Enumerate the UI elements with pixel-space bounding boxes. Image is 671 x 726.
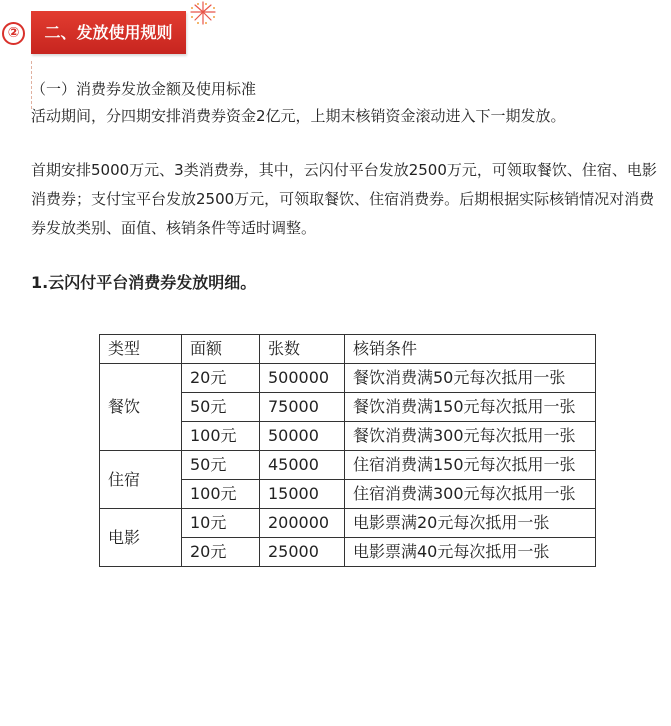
header-condition: 核销条件 xyxy=(345,335,596,364)
count-cell: 45000 xyxy=(260,451,345,480)
firework-icon xyxy=(186,0,220,28)
voucher-table xyxy=(99,334,596,567)
step-number-badge: ② xyxy=(2,22,25,45)
count-cell: 15000 xyxy=(260,480,345,509)
watermark-overlay xyxy=(535,694,667,720)
paragraph-first-phase: 首期安排5000万元、3类消费券，其中，云闪付平台发放2500万元，可领取餐饮、住宿、电影消费券；支付宝平台发放2500万元，可领取餐饮、住宿消费券。后期根据实际核销情况对消费券发放类别、面值、核销条件等适时调整。 xyxy=(31,161,657,237)
header-type: 类型 xyxy=(100,335,182,364)
type-cell-movie: 电影 xyxy=(100,509,182,567)
condition-cell: 餐饮消费满150元每次抵用一张 xyxy=(345,393,596,422)
condition-cell: 电影票满20元每次抵用一张 xyxy=(345,509,596,538)
count-cell: 200000 xyxy=(260,509,345,538)
paragraph-funding: 活动期间，分四期安排消费券资金2亿元，上期末核销资金滚动进入下一期发放。 xyxy=(31,107,566,125)
table-header-row xyxy=(100,335,596,364)
condition-cell: 餐饮消费满50元每次抵用一张 xyxy=(345,364,596,393)
condition-cell: 电影票满40元每次抵用一张 xyxy=(345,538,596,567)
count-cell: 50000 xyxy=(260,422,345,451)
header-count: 张数 xyxy=(260,335,345,364)
count-cell: 25000 xyxy=(260,538,345,567)
type-cell-dining: 餐饮 xyxy=(100,364,182,451)
table-row xyxy=(100,509,596,538)
table-row xyxy=(100,364,596,393)
type-cell-lodging: 住宿 xyxy=(100,451,182,509)
value-cell: 100元 xyxy=(182,480,260,509)
table-row xyxy=(100,451,596,480)
header-value: 面额 xyxy=(182,335,260,364)
table-heading: 1.云闪付平台消费券发放明细。 xyxy=(31,273,257,292)
count-cell: 500000 xyxy=(260,364,345,393)
value-cell: 50元 xyxy=(182,451,260,480)
value-cell: 20元 xyxy=(182,364,260,393)
condition-cell: 住宿消费满300元每次抵用一张 xyxy=(345,480,596,509)
count-cell: 75000 xyxy=(260,393,345,422)
value-cell: 20元 xyxy=(182,538,260,567)
value-cell: 50元 xyxy=(182,393,260,422)
value-cell: 10元 xyxy=(182,509,260,538)
section-header xyxy=(0,0,671,60)
condition-cell: 住宿消费满150元每次抵用一张 xyxy=(345,451,596,480)
condition-cell: 餐饮消费满300元每次抵用一张 xyxy=(345,422,596,451)
section-title-banner: 二、发放使用规则 xyxy=(31,11,186,54)
value-cell: 100元 xyxy=(182,422,260,451)
subheading: （一）消费券发放金额及使用标准 xyxy=(31,80,257,98)
